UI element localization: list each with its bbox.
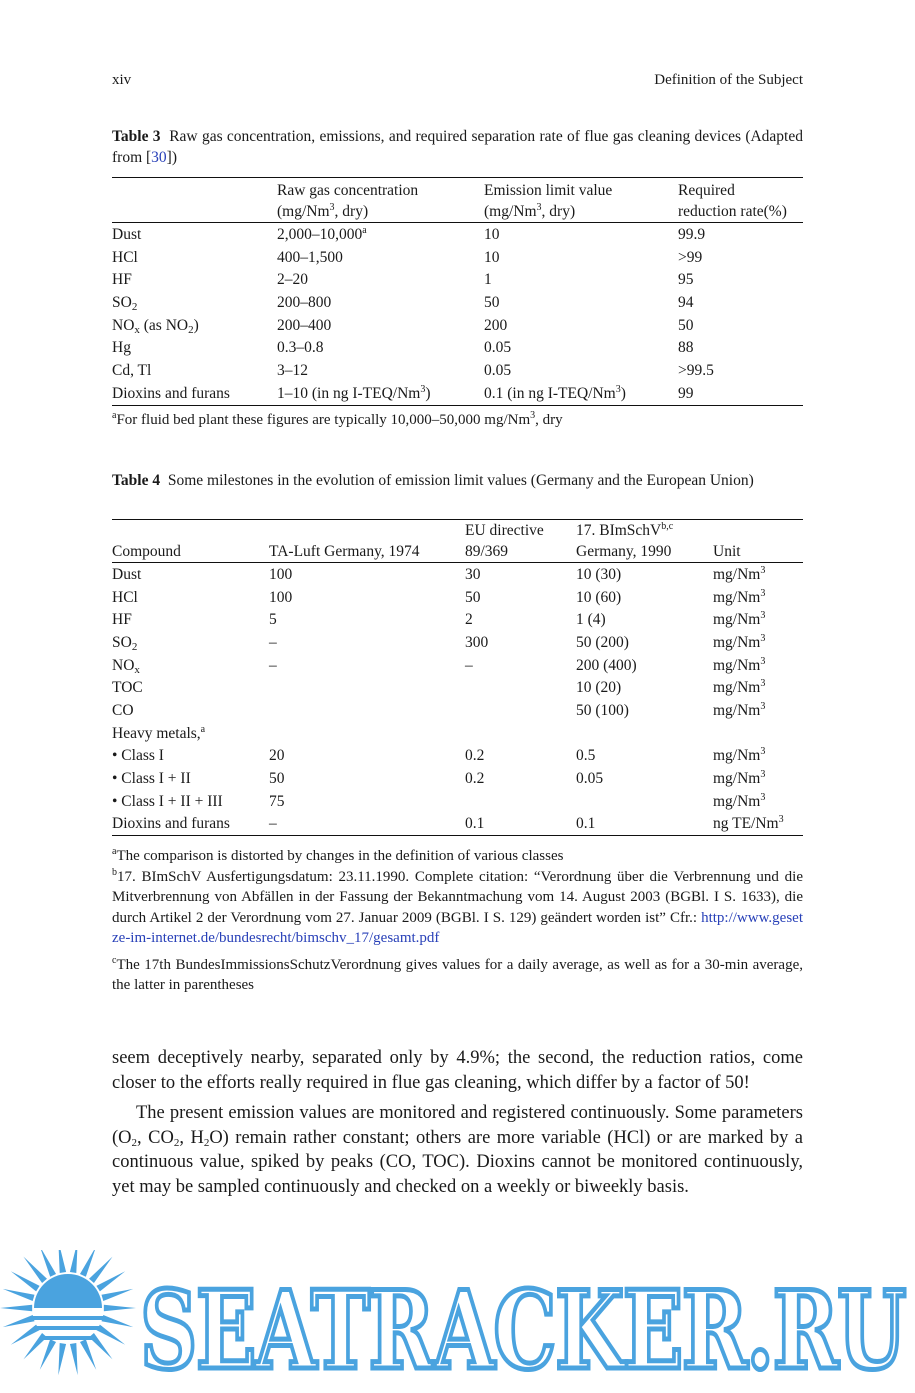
table-row: $NO_x$ (as $NO_2$) 200–400 200 50 — [112, 316, 694, 336]
paragraph-2: The present emission values are monitored and registered continuously. Some parameters ($O_2$, $CO_2$, $H_2O$) remain rather constant; others are more variable (HCl) or are marked by a continuous value, spiked by peaks (CO, TOC). Dioxins cannot be monitored continuously, yet may be sampled continuously and checked on a weekly or biweekly basis. — [112, 1103, 804, 1197]
table3-label: Table 3 — [112, 128, 161, 145]
table4 — [112, 519, 803, 836]
table4-header-ta-luft: TA-Luft Germany, 1974 — [269, 520, 465, 563]
table-row: CO 50 (100) mg/Nm$^3$ — [112, 700, 766, 719]
table-row: HF 5 2 1 (4) mg/Nm$^3$ — [112, 610, 766, 629]
footnote-a: $^a$The comparison is distorted by changes in the definition of various classes — [112, 846, 564, 864]
table4-header-compound: Compound — [112, 520, 269, 563]
bimschv-link[interactable]: http://www.gesetze-im-internet.de/bundesrecht/bimschv_17/gesamt.pdf — [112, 909, 803, 946]
sun-ray — [3, 1289, 35, 1301]
sun-ray — [0, 1305, 32, 1311]
table3-header-reduction-rate: Required reduction rate(%) — [678, 178, 803, 223]
table-row: HCl 100 50 10 (60) mg/Nm$^3$ — [112, 587, 766, 606]
sun-icon — [0, 1250, 136, 1375]
sun-ray — [96, 1271, 125, 1291]
table3-header-raw-gas: Raw gas concentration (mg/Nm$^3$, dry) — [277, 178, 484, 223]
sun-ray — [70, 1343, 78, 1375]
table-row: Heavy metals,$^a$ — [112, 723, 206, 742]
footnote-b: $^b$17. BImSchV Ausfertigungsdatum: 23.11.1990. Complete citation: “Verordnung über die Verbrennung und die Mitverbrennung von Abfällen in der Fassung der Bekanntmachung vom 14. August 2003 (BGBl. I S. 1633), die durch Artikel 2 der Verordnung vom 27. Januar 2009 (BGBl. I S. 129) geändert worden ist” Cfr.: http://www.gesetze-im-internet.de/bundesrecht/bimschv_17/gesamt.pdf — [112, 866, 803, 946]
table4-header-unit: Unit — [713, 520, 803, 563]
table3 — [112, 177, 803, 406]
table4-label: Table 4 — [112, 472, 161, 489]
body-text — [112, 1046, 803, 1199]
sun-ray — [3, 1315, 35, 1327]
table3-caption: Table 3 Raw gas concentration, emissions, and required separation rate of flue gas cleaning devices (Adapted from [30]) — [112, 128, 803, 166]
table-row: Dioxins and furans – 0.1 0.1 ng TE/Nm$^3$ — [112, 813, 803, 836]
watermark-logo — [0, 1250, 915, 1388]
table-row: • Class I + II + III 75 mg/Nm$^3$ — [112, 791, 766, 810]
table-row: • Class I + II 50 0.2 0.05 mg/Nm$^3$ — [112, 769, 766, 788]
footnote-c: $^c$The 17th BundesImmissionsSchutzVerordnung gives values for a daily average, as well as for a 30-min average, the latter in parentheses — [112, 954, 803, 993]
sun-ray — [40, 1250, 56, 1277]
table-row: Cd, Tl 3–12 0.05 >99.5 — [112, 361, 714, 379]
table4-header-row — [112, 520, 803, 563]
table4-footnotes — [112, 846, 803, 996]
table-row: $SO_2$ – 300 50 (200) mg/Nm$^3$ — [112, 632, 766, 653]
sun-ray — [58, 1343, 66, 1375]
watermark-text: SEATRACKER.RU — [140, 1268, 905, 1388]
table-row: $SO_2$ 200–800 50 94 — [112, 293, 694, 313]
table3-footnote: $^a$For fluid bed plant these figures are typically 10,000–50,000 mg/Nm$^3$, dry — [112, 410, 563, 428]
table-row: $NO_x$ – – 200 (400) mg/Nm$^3$ — [112, 655, 766, 676]
table-row: HF 2–20 1 95 — [112, 271, 694, 289]
sun-ray — [23, 1257, 46, 1283]
sun-ray — [58, 1250, 66, 1273]
table3-header-emission-limit: Emission limit value (mg/Nm$^3$, dry) — [484, 178, 678, 223]
reference-link-30[interactable]: 30 — [151, 149, 167, 166]
table4-header-bimschv: 17. BImSchV$^{b,c}$ Germany, 1990 — [576, 520, 713, 563]
table4-caption: Table 4 Some milestones in the evolution of emission limit values (Germany and the European Union) — [112, 472, 754, 489]
table-row: Dioxins and furans 1–10 (in ng I-TEQ/Nm$^3$) 0.1 (in ng I-TEQ/Nm$^3$) 99 — [112, 382, 803, 405]
table-row: Dust 100 30 10 (30) mg/Nm$^3$ — [112, 564, 766, 583]
table-row: Hg 0.3–0.8 0.05 88 — [112, 339, 694, 357]
sun-ray — [101, 1315, 133, 1327]
sun-ray — [80, 1339, 96, 1370]
sun-ray — [70, 1250, 78, 1273]
page-number: xiv — [112, 72, 132, 88]
sun-ray — [89, 1257, 112, 1283]
table3-header-row — [112, 178, 803, 223]
paragraph-1: seem deceptively nearby, separated only by 4.9%; the second, the reduction ratios, come closer to the efforts really required in flue gas cleaning, which differ by a factor of 50! — [112, 1048, 803, 1093]
table3-header-blank — [112, 178, 277, 223]
running-title: Definition of the Subject — [654, 72, 803, 88]
table-row: HCl 400–1,500 10 >99 — [112, 248, 703, 266]
sun-ray — [11, 1271, 40, 1291]
sun-ray — [40, 1339, 56, 1370]
sun-ray — [80, 1250, 96, 1277]
page-header — [112, 72, 803, 94]
table4-header-eu-directive: EU directive 89/369 — [465, 520, 576, 563]
table-row: TOC 10 (20) mg/Nm$^3$ — [112, 678, 766, 697]
table-row: Dust 2,000–10,000$^a$ 10 99.9 — [112, 224, 706, 243]
sun-ray — [101, 1289, 133, 1301]
table-row: • Class I 20 0.2 0.5 mg/Nm$^3$ — [112, 746, 766, 765]
sun-ray — [104, 1305, 136, 1311]
watermark — [0, 1250, 915, 1388]
